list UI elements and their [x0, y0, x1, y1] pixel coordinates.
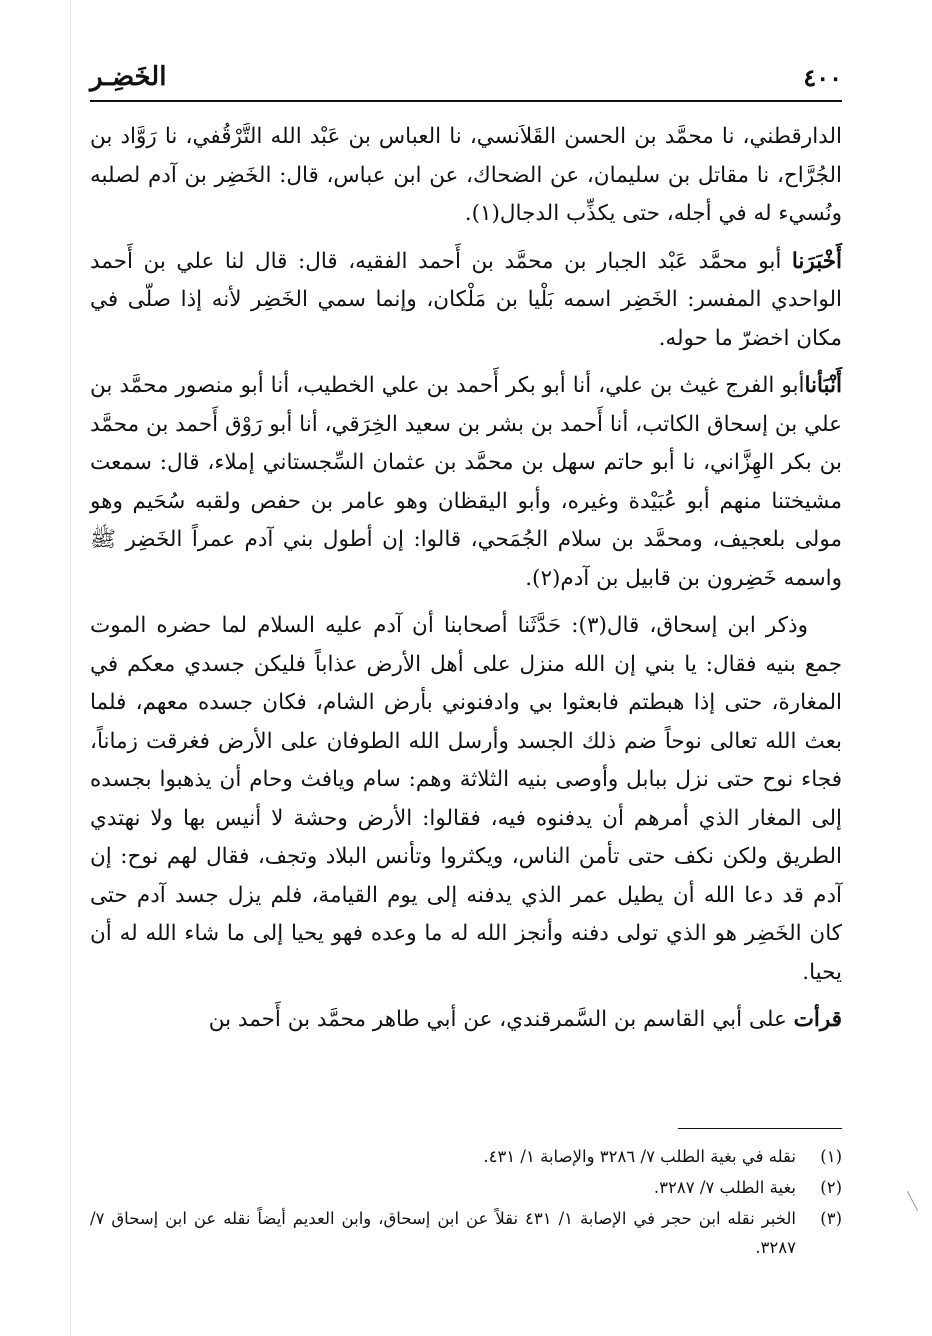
paragraph-3-text: أبو الفرج غيث بن علي، أنا أبو بكر أَحمد بن علي الخطيب، أنا أبو منصور محمَّد بن علي بن إسحاق الكاتب، أنا أَحمد بن بشر بن سعيد الخِرَقي، أنا أبو رَوْق أَحمد بن محمَّد بن بكر الهِزَّاني، نا أبو حاتم سهل بن محمَّد بن عثمان السِّجستاني إملاء، قال: سمعت مشيختنا منهم أبو عُبَيْدة وغيره، وأبو اليقظان وهو عامر بن حفص ولقبه سُحَيم وهو مولى بلعجيف، ومحمَّد بن سلام الجُمَحي، قالوا: إن أطول بني آدم عمراً الخَضِر ﷺ واسمه خَضِرون بن قابيل بن آدم(٢).: [90, 373, 842, 591]
footnotes: [90, 1142, 842, 1264]
margin-mark: [907, 1191, 918, 1211]
paragraph-2: [90, 243, 842, 359]
footnote-text: الخبر نقله ابن حجر في الإصابة ١/ ٤٣١ نقلاً عن ابن إسحاق، وابن العديم أيضاً نقله عن ابن إسحاق ٧/ ٣٢٨٧.: [90, 1209, 796, 1257]
footnote-number: (٣): [820, 1209, 842, 1228]
footnote-1: [90, 1142, 842, 1171]
main-text: [90, 118, 842, 1049]
header-rule: [90, 100, 842, 102]
paragraph-3: [90, 367, 842, 598]
footnote-text: بغية الطلب ٧/ ٣٢٨٧.: [653, 1178, 796, 1197]
footnote-number: (٢): [820, 1178, 842, 1197]
paragraph-4: [90, 607, 842, 992]
paragraph-5-lead: قرأت: [793, 1007, 842, 1032]
page-header: [90, 62, 842, 98]
running-title: الخَضِـر: [90, 62, 167, 92]
page-number: ٤٠٠: [803, 63, 842, 92]
paragraph-4-text: وذكر ابن إسحاق، قال(٣): حَدَّثَنا أصحابنا أن آدم عليه السلام لما حضره الموت جمع بنيه فقال: يا بني إن الله منزل على أهل الأرض عذاباً فليكن جسدي معكم في المغارة، حتى إذا هبطتم فابعثوا بي وادفنوني بأرض الشام، فكان جسده معهم، فلما بعث الله تعالى نوحاً ضم ذلك الجسد وأرسل الله الطوفان على الأرض فغرقت زماناً، فجاء نوح حتى نزل ببابل وأوصى بنيه الثلاثة وهم: سام ويافث وحام أن يذهبوا بجسده إلى المغار الذي أمرهم أن يدفنوه فيه، فقالوا: الأرض وحشة لا أنيس بها ولا نهتدي الطريق ولكن نكف حتى تأمن الناس، ويكثروا وتأنس البلاد وتجف، فقال لهم نوح: إن آدم قد دعا الله أن يطيل عمر الذي يدفنه إلى يوم القيامة، فلم يزل جسد آدم حتى كان الخَضِر هو الذي تولى دفنه وأنجز الله له ما وعده فهو يحيا إلى ما شاء الله له أن يحيا.: [90, 613, 842, 985]
paragraph-2-text: أبو محمَّد عَبْد الجبار بن محمَّد بن أَحمد الفقيه، قال: قال لنا علي بن أَحمد الواحدي المفسر: الخَضِر اسمه بَلْيا بن مَلْكان، وإنما سمي الخَضِر لأنه إذا صلّى في مكان اخضرّ ما حوله.: [90, 248, 842, 351]
footnote-number: (١): [820, 1147, 842, 1166]
footnote-2: [90, 1173, 842, 1202]
paragraph-2-lead: أَخْبَرَنا: [791, 248, 842, 274]
footnote-text: نقله في بغية الطلب ٧/ ٣٢٨٦ والإصابة ١/ ٤٣١.: [483, 1147, 796, 1166]
paragraph-1-text: الدارقطني، نا محمَّد بن الحسن القَلاَنسي، نا العباس بن عَبْد الله التَّرْقُفي، نا رَوَّاد بن الجُرَّاح، نا مقاتل بن سليمان، عن الضحاك، عن ابن عباس، قال: الخَضِر بن آدم لصلبه ونُسيء له في أجله، حتى يكذِّب الدجال(١).: [90, 124, 842, 226]
paragraph-3-lead: أَنْبَأنا: [804, 373, 842, 398]
footnote-3: [90, 1204, 842, 1262]
paragraph-5: [90, 1001, 842, 1040]
paragraph-5-text: على أبي القاسم بن السَّمرقندي، عن أبي طاهر محمَّد بن أَحمد بن: [208, 1007, 794, 1032]
paragraph-1: [90, 118, 842, 234]
footnote-rule: [678, 1128, 842, 1129]
page-edge-line: [70, 0, 71, 1336]
